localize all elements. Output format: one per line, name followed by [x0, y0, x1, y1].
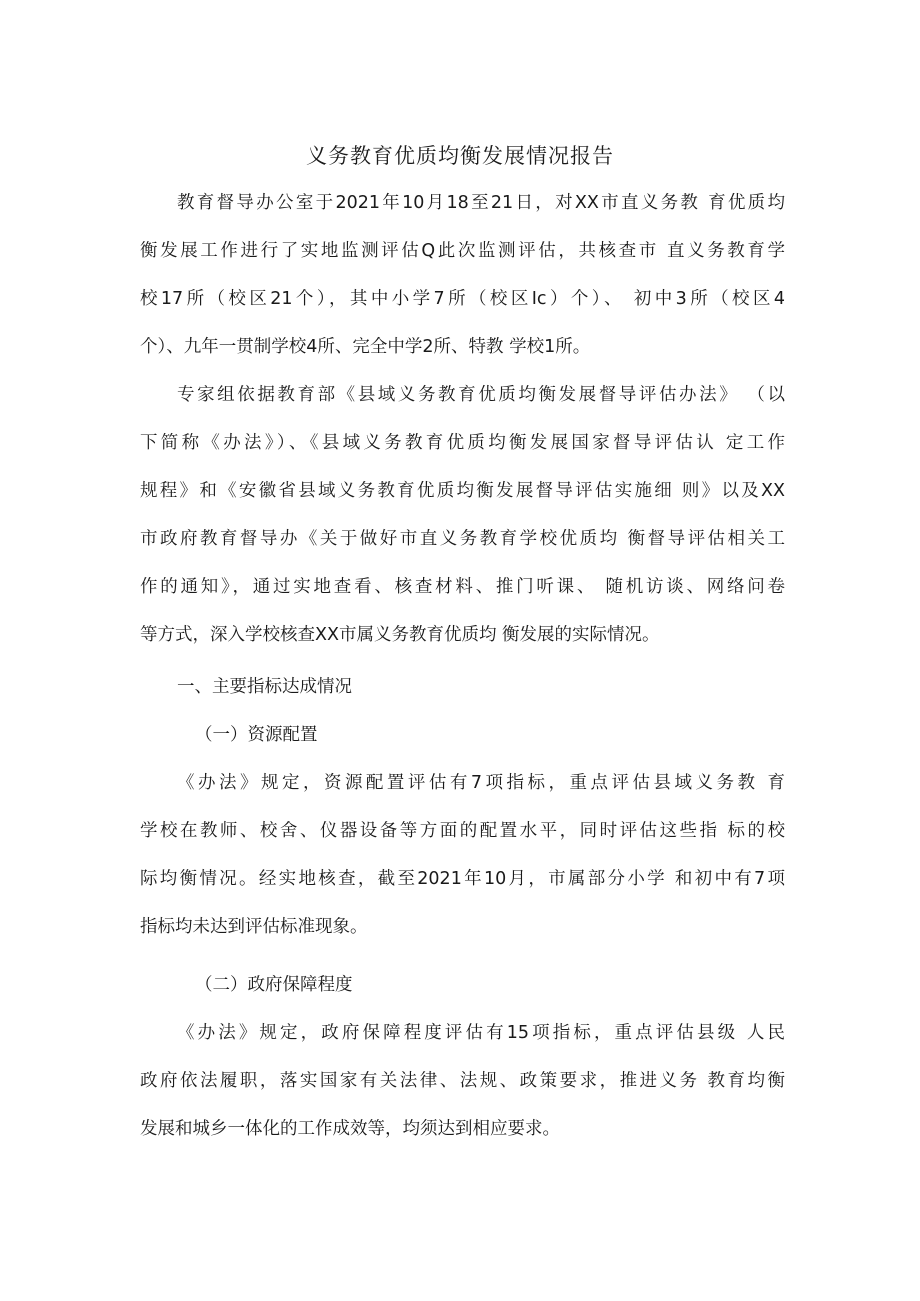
- text-line: 《办法》规定，资源配置评估有7项指标，重点评估县域义务教 育: [177, 773, 785, 793]
- text-line: 衡发展工作进行了实地监测评估Q此次监测评估，共核查市 直义务教育学: [140, 241, 785, 261]
- text-line: 下简称《办法》）、《县域义务教育优质均衡发展国家督导评估认 定工作: [140, 433, 785, 453]
- text-line: 学校在教师、校舍、仪器设备等方面的配置水平，同时评估这些指 标的校: [140, 821, 785, 841]
- subsection-heading: （二）政府保障程度: [195, 975, 353, 995]
- document-body: [140, 186, 785, 1160]
- text-line: 作的通知》，通过实地查看、核查材料、推门听课、 随机访谈、网络问卷: [140, 577, 785, 597]
- text-line: 指标均未达到评估标准现象。: [140, 917, 368, 937]
- text-line: 际均衡情况。经实地核查，截至2021年10月，市属部分小学 和初中有7项: [140, 869, 785, 889]
- text-line: 《办法》规定，政府保障程度评估有15项指标，重点评估县级 人民: [177, 1023, 785, 1043]
- text-line: 校17所（校区21个），其中小学7所（校区Ic）个）、 初中3所（校区4: [140, 289, 785, 309]
- paragraph-resource-allocation: [140, 766, 785, 958]
- text-line: 发展和城乡一体化的工作成效等，均须达到相应要求。: [140, 1119, 560, 1139]
- text-line: 个）、九年一贯制学校4所、完全中学2所、特教 学校1所。: [140, 337, 591, 357]
- subsection-heading: （一）资源配置: [195, 725, 318, 745]
- text-line: 教育督导办公室于2021年10月18至21日，对XX市直义务教 育优质均: [177, 193, 785, 213]
- text-line: 规程》和《安徽省县域义务教育优质均衡发展督导评估实施细 则》以及XX: [140, 481, 785, 501]
- text-line: 等方式，深入学校核查XX市属义务教育优质均 衡发展的实际情况。: [140, 625, 660, 645]
- document-title: 义务教育优质均衡发展情况报告: [306, 144, 614, 168]
- text-line: 市政府教育督导办《关于做好市直义务教育学校优质均 衡督导评估相关工: [140, 529, 785, 549]
- paragraph-government-guarantee: [140, 1016, 785, 1160]
- paragraph-inspection-overview: [140, 186, 785, 378]
- section-heading: 一、主要指标达成情况: [177, 677, 352, 697]
- text-line: 政府依法履职，落实国家有关法律、法规、政策要求，推进义务 教育均衡: [140, 1071, 785, 1091]
- paragraph-evaluation-basis: [140, 378, 785, 666]
- text-line: 专家组依据教育部《县域义务教育优质均衡发展督导评估办法》 （以: [177, 385, 785, 405]
